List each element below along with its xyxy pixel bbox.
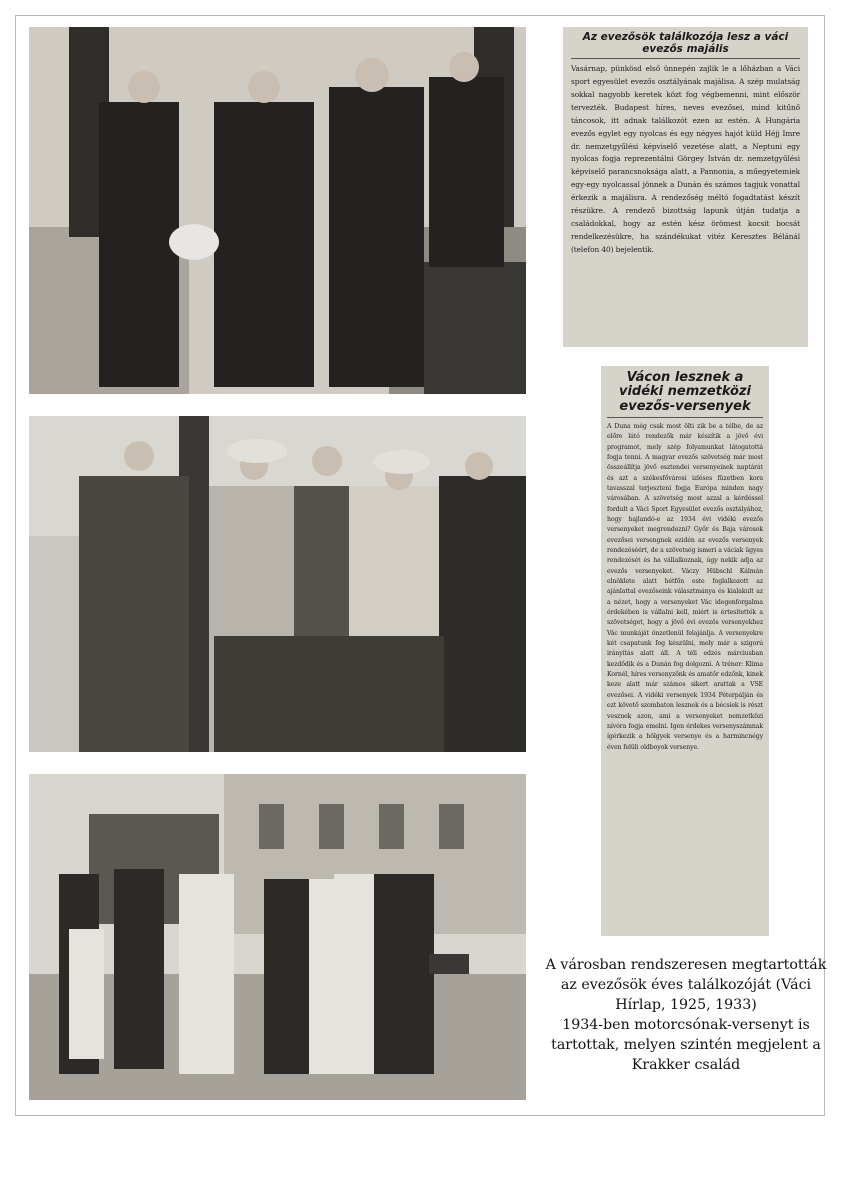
clipping-body: A Duna még csak most ölti zik be a télbe, de az előre látó rendezők már készítik a jövő évi programot, mely szép folyamunkat látogatottá fogja tenni. A magyar evezős szövetség már most összeállítja jövő esztendei versenyeinek naptárát és azt a székesfővárosi izléses füzetben kora tavasszal terjeszteni fogja Európa minden nagy városában. A szövetség most azzal a kérdéssel fordult a Váci Sport Egyesület evezős osztályához, hogy hajlandó-e az 1934 évi vidéki evezős versenyeket megrendezni? Győr és Baja városok evezősei versengnek ezidén az evezős versenyek rendezéséért, de a szövetség ismeri a váciak ügyes rendezését és ha vállalkoznak, úgy nekik adja az evezős versenyeket. Váczy Hübschl Kálmán elnöklete alatt hétfőn este foglalkozott az ajánlattal evezőseink választmánya és kialakult az a nézet, hogy a versenyeket Vác idegenforgalma érdekében is vállalni kell, miért is értesítették a szövetséget, hogy a jövő évi evezős versenyekhez Vác munkáját önzetlenül felajánlja. A versenyekre két csapatunk fog készülni, mely már a szigorú irányítás alatt áll. A téli edzés márciusban kezdődik és a Dunán fog dolgozni. A tréner: Klima Kornél, híres versenyzőnk és amatőr edzőnk, kinek keze alatt már számos sikert arattak a VSE evezősei. A vidéki versenyek 1934 Péterpálján és ezt követő szombaton lesznek és a bécsiek is részt vesznek azon, ami a versenyeket nemzetközi nívóra fogja emelni. Igen érdekes versenyszámnak ígérkezik a hölgyek versenye és a harmincnégy éven felüli oldboyok versenye. — [607, 422, 763, 751]
clipping-body: Vasárnap, pünkösd első ünnepén zajlik le a lőházban a Váci sport egyesület evezős osztályának majálisa. A szép mulatság sokkal nagyobb keretek közt fog végbemenni, mint először tervezték. Budapest híres, neves evezősei, mind kitűnő táncosok, itt adnak találkozót ezen az estén. A Hungária evezős egylet egy nyolcas és egy négyes hajót küld Héjj Imre dr. nemzetgyűlési képviselő vezetése alatt, a Neptuni egy nyolcas fogja reprezentálni Görgey István dr. nemzetgyűlési képviselő parancsnoksága alatt, a Pannonia, a műegyetemiek egy-egy nyolcassal jönnek a Dunán és számos tagjuk vonattal érkezik a majálisra. A rendezőség méltó fogadtatást készít részükre. A rendező bizottság lapunk útján tudatja a családokkal, hogy az estén kész örömest kocsit bocsát rendelkezésükre, ha szándékukat vitéz Keresztes Bélánál (telefon 40) bejelentik. — [571, 64, 800, 254]
newspaper-clipping-evezos-versenyek — [601, 366, 769, 936]
photo-group-with-hats — [29, 416, 526, 752]
photo-men-on-terrace — [29, 27, 526, 394]
caption-line: 1934-ben motorcsónak-versenyt is tartottak, melyen szintén megjelent a Krakker család — [551, 1017, 821, 1073]
newspaper-clipping-majalis — [563, 27, 808, 347]
clipping-headline: Az evezősök találkozója lesz a váci evezős majális — [571, 32, 800, 59]
clipping-headline: Vácon lesznek a vidéki nemzetközi evezős-versenyek — [607, 371, 763, 418]
photo-caption — [545, 955, 827, 1075]
photo-group-on-street — [29, 774, 526, 1100]
caption-line: A városban rendszeresen megtartották az evezősök éves találkozóját (Váci Hírlap, 1925, 1933) — [545, 957, 827, 1013]
